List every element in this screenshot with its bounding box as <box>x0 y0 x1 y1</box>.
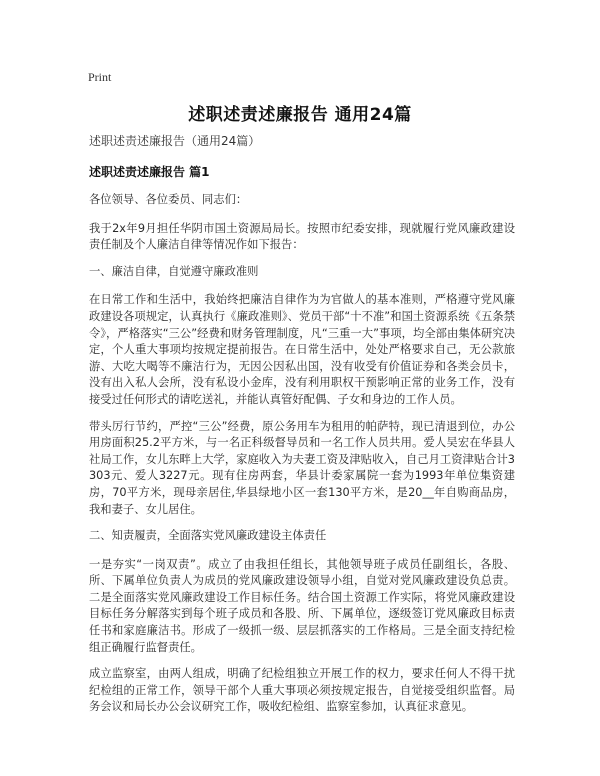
section-title: 述职述责述廉报告 篇1 <box>89 165 210 179</box>
document-title: 述职述责述廉报告 通用24篇 <box>188 105 412 125</box>
print-label[interactable]: Print <box>88 70 112 84</box>
paragraph-supervision: 成立监察室，由两人组成，明确了纪检组独立开展工作的权力，要求任何人不得干扰纪检组的正常工作，领导干部个人重大事项必须按规定报告，自觉接受组织监督。局务会议和局长办公会议研究工作，吸收纪检组、监察室参加，认真征求意见。 <box>89 667 515 714</box>
heading-responsibility: 二、知责履责，全面落实党风廉政建设主体责任 <box>89 529 327 543</box>
document-body <box>89 132 515 726</box>
paragraph-responsibility: 一是夯实“一岗双责”。成立了由我担任组长，其他领导班子成员任副组长，各股、所、下属单位负责人为成员的党风廉政建设领导小组，自觉对党风廉政建设负总责。二是全面落实党风廉政建设工作目标任务。结合国土资源工作实际，将党风廉政建设目标任务分解落实到每个班子成员和各股、所、下属单位，逐级签订党风廉政目标责任书和家庭廉洁书。形成了一级抓一级、层层抓落实的工作格局。三是全面支持纪检组正确履行监督责任。 <box>89 557 515 654</box>
paragraph-self-discipline: 在日常工作和生活中，我始终把廉洁自律作为为官做人的基本准则，严格遵守党风廉政建设各项规定，认真执行《廉政准则》、党员干部“十不准”和国土资源系统《五条禁令》，严格落实“三公”经费和财务管理制度，凡“三重一大”事项，均全部由集体研究决定，个人重大事项均按规定提前报告。在日常生活中，处处严格要求自己，无公款旅游、大吃大喝等不廉洁行为，无因公因私出国，没有收受有价值证券和各类会员卡，没有出入私人会所，没有私设小金库，没有利用职权干预影响正常的业务工作，没有接受过任何形式的请吃送礼，并能认真管好配偶、子女和身边的工作人员。 <box>89 293 515 406</box>
heading-self-discipline: 一、廉洁自律，自觉遵守廉政准则 <box>89 264 259 278</box>
paragraph-frugality: 带头厉行节约，严控“三公”经费，原公务用车为租用的帕萨特，现已清退到位，办公用房面积25.2平方米，与一名正科级督导员和一名工作人员共用。爱人吴宏在华县人社局工作，女儿东畔上大学，家庭收入为夫妻工资及津贴收入，自己月工资津贴合计3303元、爱人3227元。现有住房两套，华县计委家属院一套为1993年单位集资建房，70平方米，现母亲居住,华县绿地小区一套130平方米，是20__年自购商品房，我和妻子、女儿居住。 <box>89 419 515 516</box>
salutation: 各位领导、各位委员、同志们： <box>89 193 248 206</box>
document-subtitle: 述职述责述廉报告（通用24篇） <box>89 134 261 148</box>
intro-paragraph: 我于2x年9月担任华阴市国土资源局局长。按照市纪委安排，现就履行党风廉政建设责任制及个人廉洁自律等情况作如下报告： <box>89 221 515 252</box>
